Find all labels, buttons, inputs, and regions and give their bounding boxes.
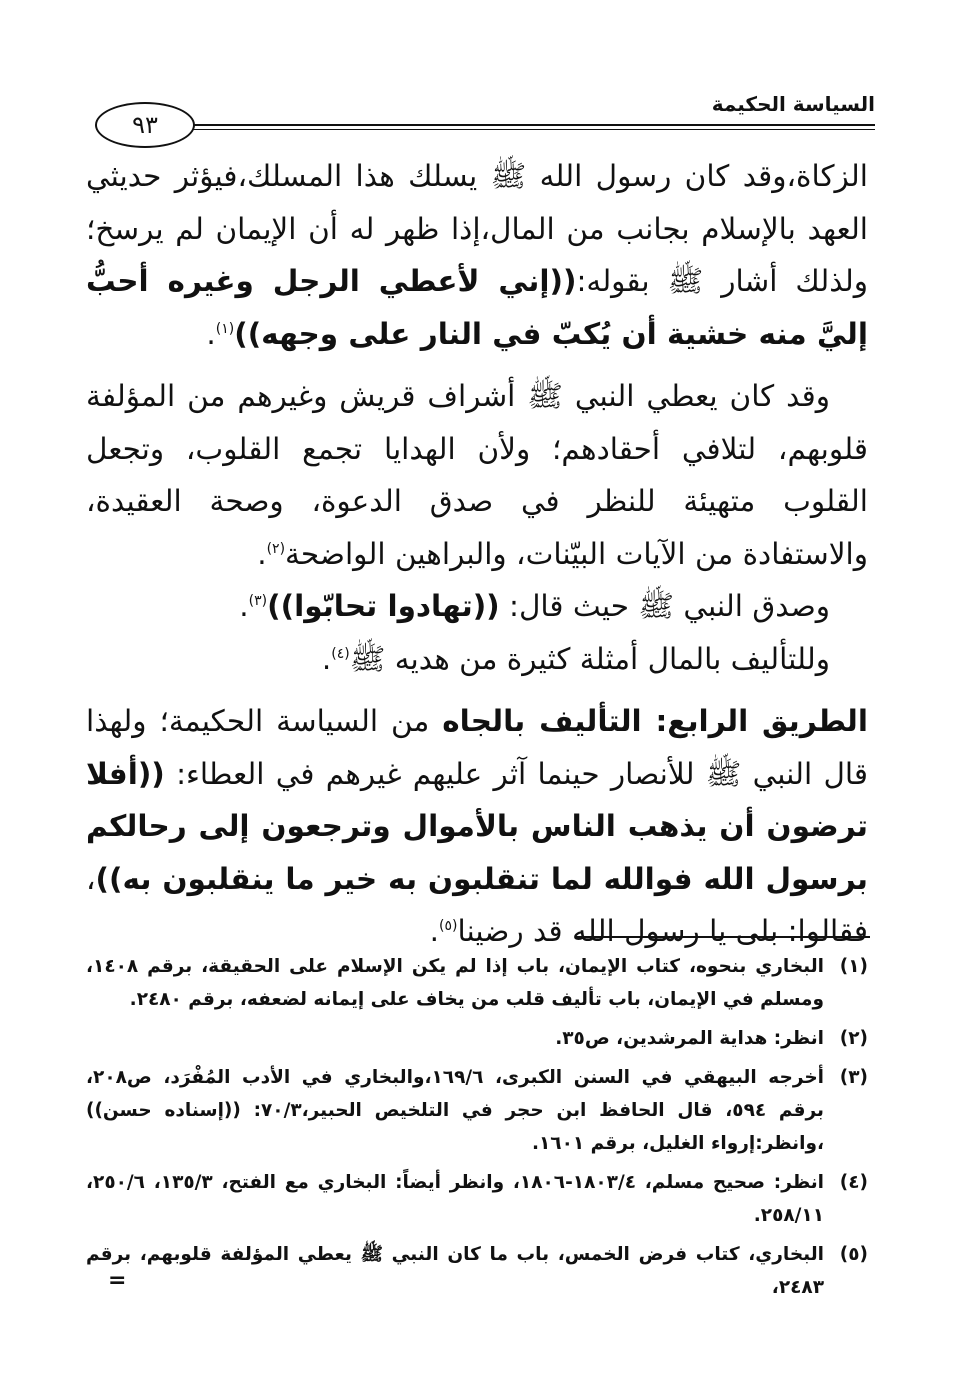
header-rule xyxy=(187,124,875,126)
footnote-text: البخاري بنحوه، كتاب الإيمان، باب إذا لم يكن الإسلام على الحقيقة، برقم ١٤٠٨، ومسلم في الإيمان، باب تأليف قلب من يخاف على إيمانه لضعفه، برقم ٢٤٨٠. xyxy=(86,956,824,1010)
footnotes xyxy=(86,950,868,1310)
paragraph-1 xyxy=(86,150,868,360)
footnote-number: (١) xyxy=(839,956,868,977)
footnote-text: انظر: هداية المرشدين، ص٣٥. xyxy=(555,1028,824,1049)
paragraph-5-text: من السياسة الحكيمة؛ ولهذا قال النبي ﷺ للأنصار حينما آثر عليهم غيرهم في العطاء: xyxy=(86,704,868,791)
section-heading: الطريق الرابع: التأليف بالجاه xyxy=(442,704,868,738)
footnote-number: (٤) xyxy=(839,1172,868,1193)
footnote-5 xyxy=(86,1238,868,1304)
paragraph-1-end: . xyxy=(206,316,216,351)
paragraph-5-end: . xyxy=(429,914,440,948)
footnote-ref-4[interactable]: (٤) xyxy=(331,645,350,662)
footnote-1 xyxy=(86,950,868,1016)
continuation-mark: = xyxy=(108,1268,127,1293)
paragraph-3-text: وصدق النبي ﷺ حيث قال: xyxy=(499,589,830,623)
footnote-text: أخرجه البيهقي في السنن الكبرى، ١٦٩/٦،والبخاري في الأدب المُفْرَد، ص٢٠٨، برقم ٥٩٤، قال الحافظ ابن حجر في التلخيص الحبير،٧٠/٣: ((إسناده حسن)) ،وانظر:إرواء الغليل، برقم ١٦٠١. xyxy=(86,1067,825,1154)
paragraph-4-text: وللتأليف بالمال أمثلة كثيرة من هديه ﷺ xyxy=(349,641,830,676)
hadith-quote-2: ((تهادوا تحابّوا)) xyxy=(267,589,500,623)
paragraph-2 xyxy=(86,370,868,580)
footnote-ref-1[interactable]: (١) xyxy=(215,320,235,337)
footnote-2 xyxy=(86,1022,868,1055)
paragraph-2-text: وقد كان يعطي النبي ﷺ أشراف قريش وغيرهم من المؤلفة قلوبهم، لتلافي أحقادهم؛ ولأن الهدايا تجمع القلوب، وتجعل القلوب متهيئة للنظر في صدق الدعوة، وصحة العقيدة، والاستفادة من الآيات البيّنات، والبراهين الواضحة xyxy=(86,379,868,571)
footnote-number: (٥) xyxy=(839,1244,868,1265)
paragraph-3 xyxy=(86,580,868,633)
footnote-text: انظر: صحيح مسلم، ١٨٠٣/٤-١٨٠٦، وانظر أيضاً: البخاري مع الفتح، ١٣٥/٣، ٢٥٠/٦، ٢٥٨/١١. xyxy=(86,1172,825,1226)
footnote-text: البخاري، كتاب فرض الخمس، باب ما كان النبي ﷺ يعطي المؤلفة قلوبهم، برقم ٢٤٨٣، xyxy=(86,1244,824,1298)
footnote-separator xyxy=(575,936,870,938)
running-title: السياسة الحكيمة xyxy=(711,92,875,116)
paragraph-4-end: . xyxy=(321,641,332,676)
footnote-ref-3[interactable]: (٣) xyxy=(248,593,268,610)
paragraph-3-end: . xyxy=(239,589,249,623)
hadith-quote-3: ((أفلا ترضون أن يذهب الناس بالأموال وترجعون إلى رحالكم برسول الله فوالله لما تنقلبون به خير ما ينقلبون به)) xyxy=(86,756,868,896)
footnote-3 xyxy=(86,1061,868,1160)
paragraph-5 xyxy=(86,695,868,958)
footnote-number: (٣) xyxy=(839,1067,868,1088)
footnote-number: (٢) xyxy=(839,1028,868,1049)
paragraph-4 xyxy=(86,633,868,686)
paragraph-5-text-2: ، فقالوا: بلى يا رسول الله قد رضينا xyxy=(86,861,868,948)
paragraph-1-text: الزكاة،وقد كان رسول الله ﷺ يسلك هذا المسلك،فيؤثر حديثي العهد بالإسلام بجانب من المال،إذا ظهر له أن الإيمان لم يرسخ؛ولذلك أشار ﷺ بقوله: xyxy=(86,159,869,298)
footnote-ref-2[interactable]: (٢) xyxy=(266,540,286,557)
header-rule-thin xyxy=(187,129,875,130)
main-text xyxy=(86,150,868,958)
page-header xyxy=(95,88,875,148)
page-number: ٩٣ xyxy=(95,102,195,148)
hadith-quote-1: ((إني لأعطي الرجل وغيره أحبُّ إليَّ منه خشية أن يُكبّ في النار على وجهه)) xyxy=(86,264,868,351)
paragraph-2-end: . xyxy=(257,536,267,571)
footnote-4 xyxy=(86,1166,868,1232)
footnote-ref-5[interactable]: (٥) xyxy=(439,918,458,935)
